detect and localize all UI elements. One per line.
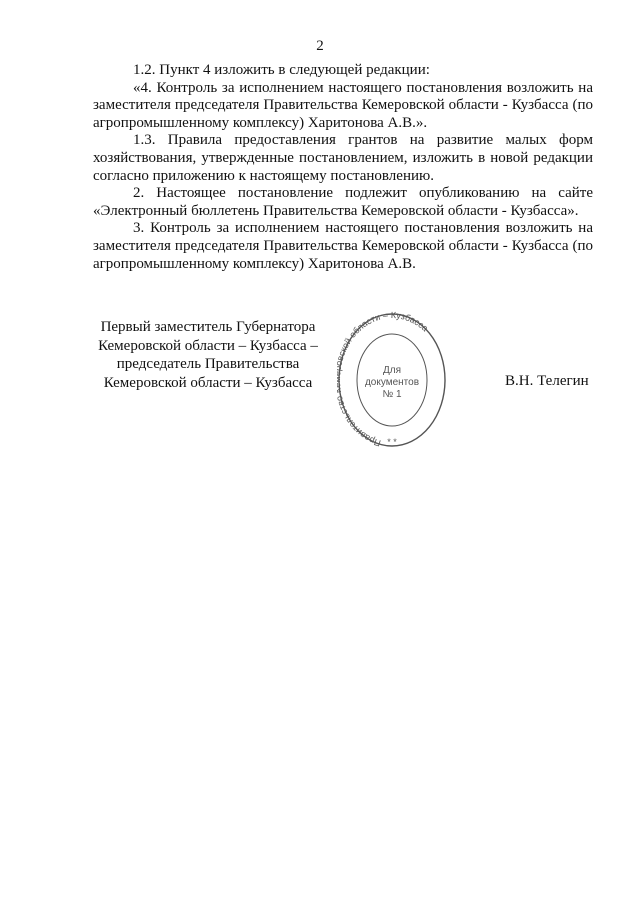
paragraph-1-2: 1.2. Пункт 4 изложить в следующей редакции:	[133, 62, 430, 78]
signature-position	[88, 318, 328, 392]
stamp-center-line: документов	[364, 377, 420, 388]
position-line: председатель Правительства	[116, 356, 300, 372]
position-line: Кемеровской области – Кузбасса	[103, 374, 313, 391]
stamp-stars: * *	[387, 437, 397, 447]
page-number: 2	[316, 38, 324, 54]
document-body	[93, 62, 593, 273]
position-line: Кемеровской области – Кузбасса –	[98, 337, 318, 354]
position-line: Первый заместитель Губернатора	[100, 319, 316, 335]
paragraph-2: 2. Настоящее постановление подлежит опубликованию на сайте «Электронный бюллетень Правительства Кемеровской области - Кузбасса».	[93, 185, 593, 219]
signatory-name: В.Н. Телегин	[505, 373, 589, 389]
official-stamp	[337, 311, 447, 451]
paragraph-1-3: 1.3. Правила предоставления грантов на развитие малых форм хозяйствования, утвержденные постановлением, изложить в новой редакции согласно приложению к настоящему постановлению.	[93, 132, 593, 184]
stamp-seal-icon	[337, 311, 447, 451]
stamp-ring-text: Правительст ской области – Кузбасса	[337, 311, 431, 449]
stamp-center-line: № 1	[382, 389, 402, 400]
paragraph-3: 3. Контроль за исполнением настоящего постановления возложить на заместителя председателя Правительства Кемеровской области - Кузбасса (по агропромышленному комплексу) Харитонова А.В.	[93, 220, 593, 272]
stamp-center-line: Для	[382, 365, 402, 376]
paragraph-quote-4: «4. Контроль за исполнением настоящего постановления возложить на заместителя председателя Правительства Кемеровской области - Кузбасса (по агропромышленному комплексу) Харитонова А.В.».	[93, 79, 593, 131]
